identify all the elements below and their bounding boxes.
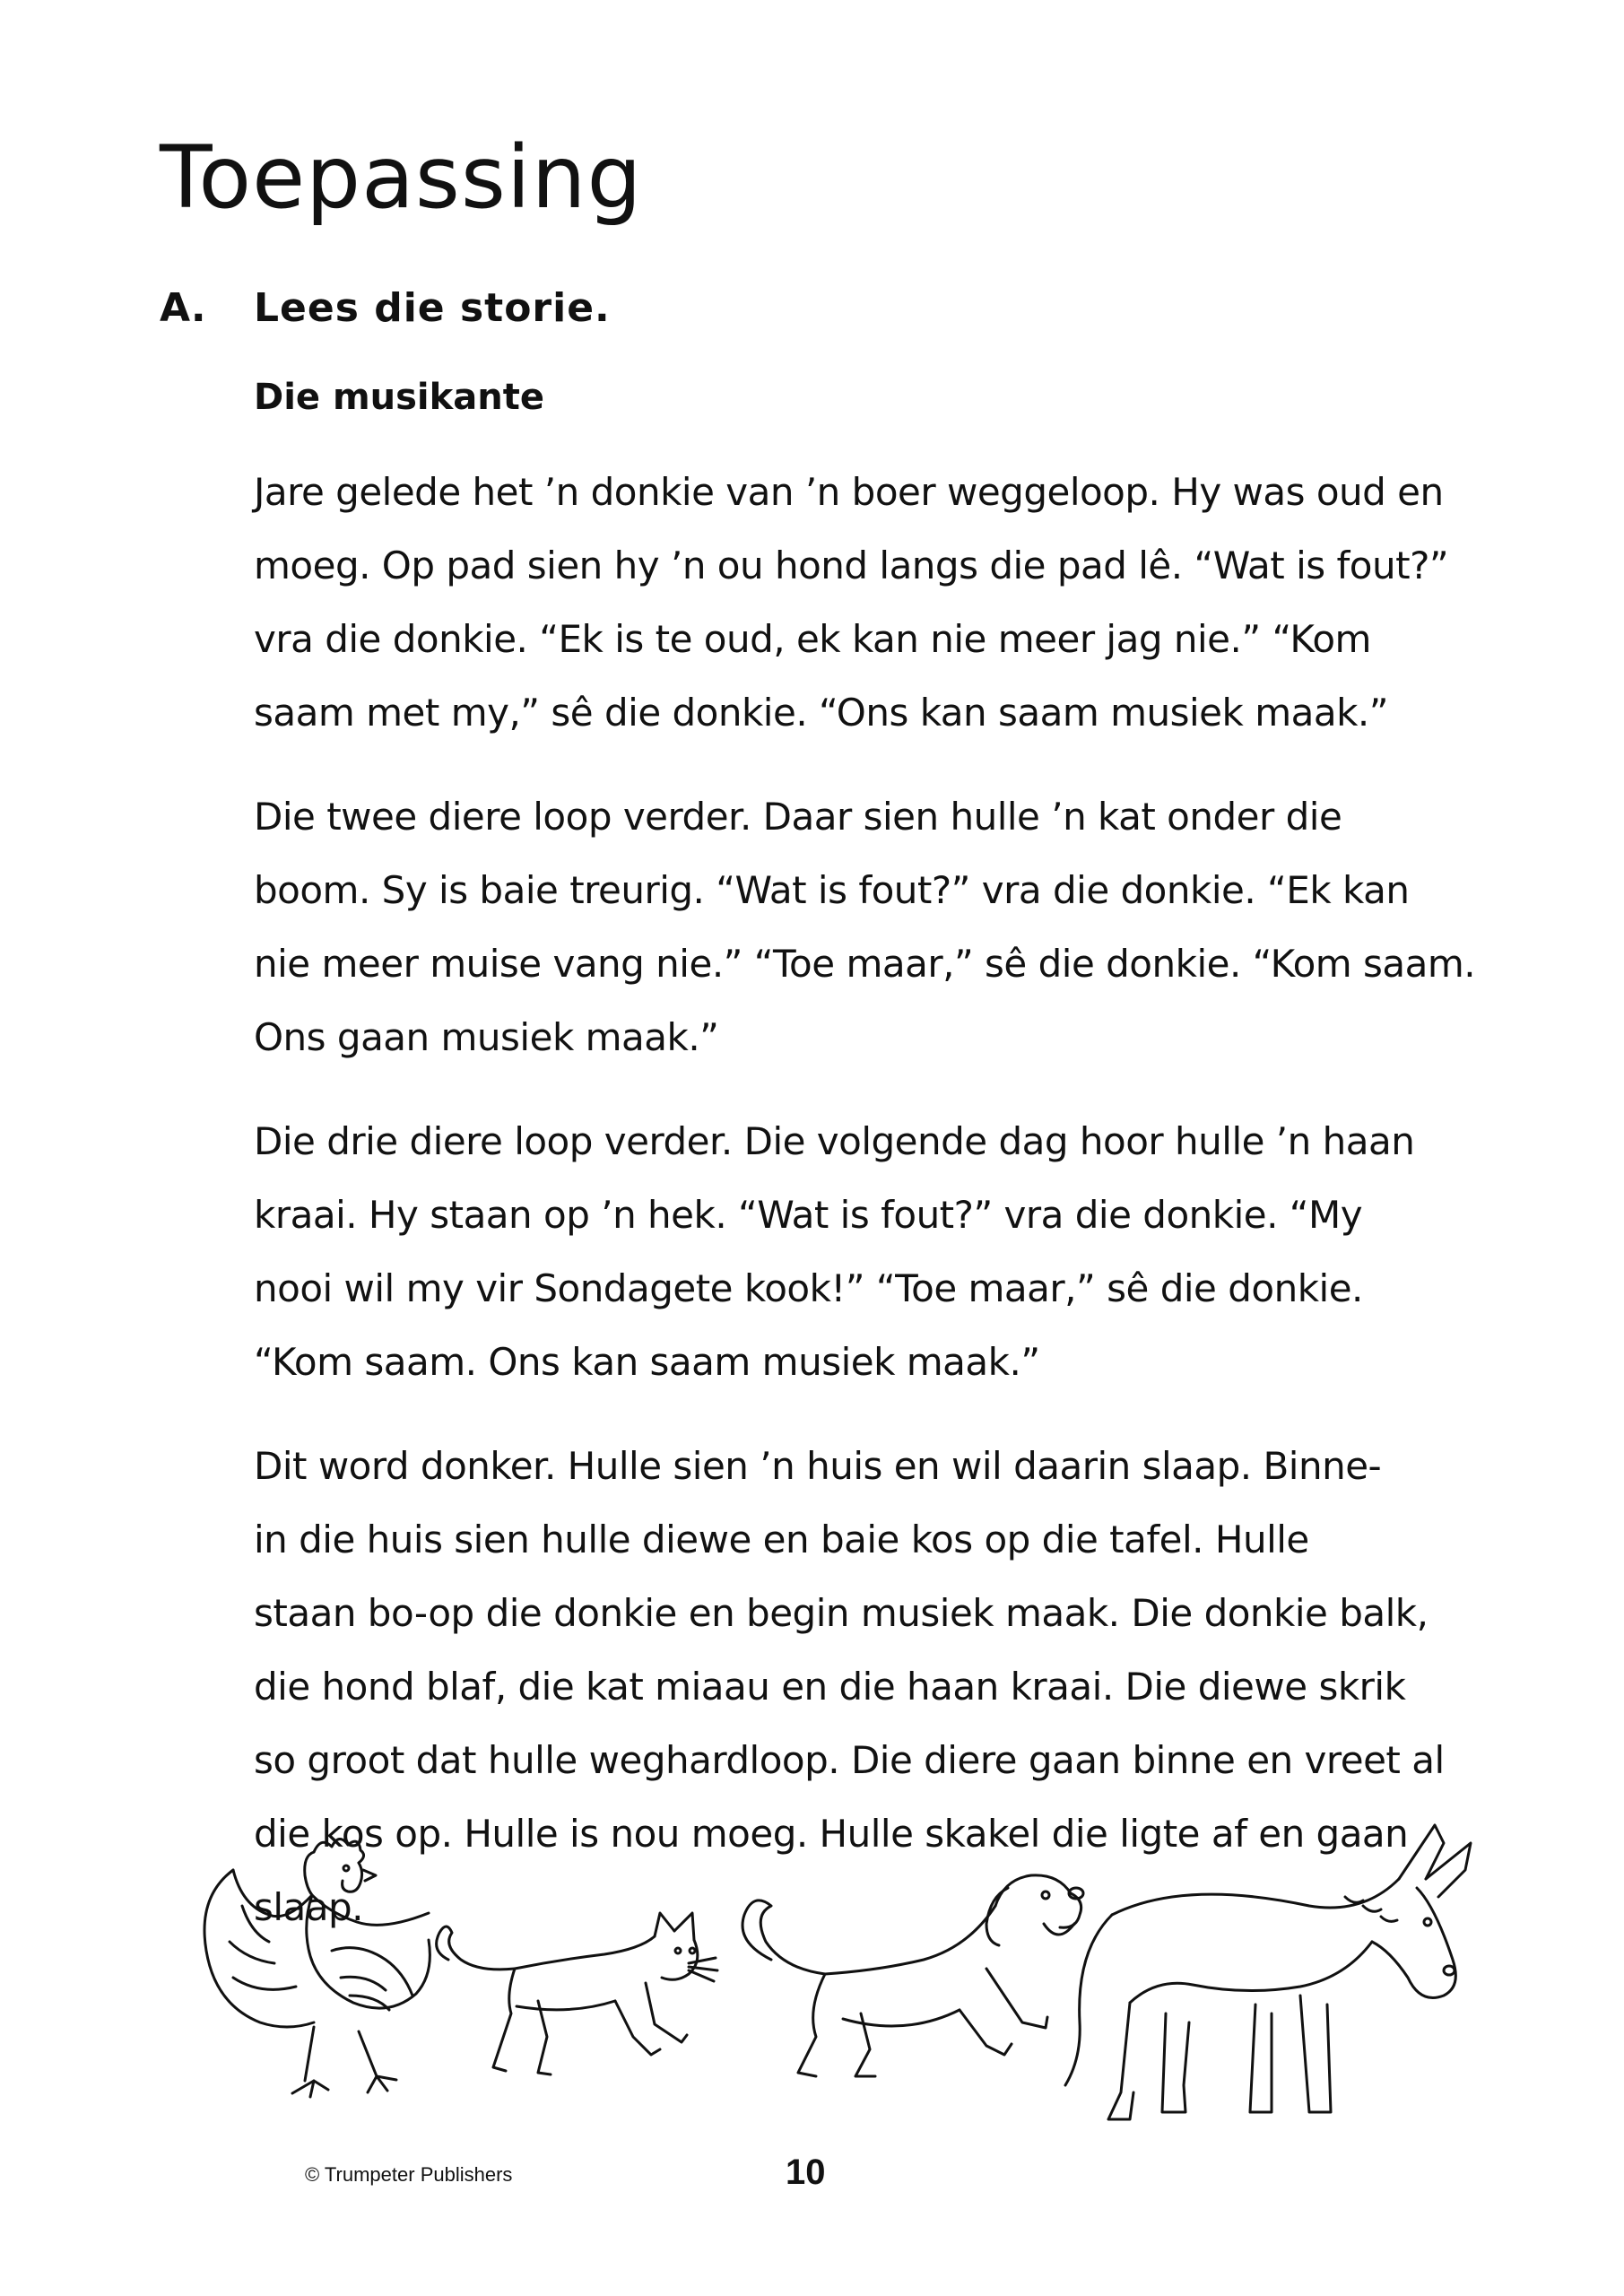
section-letter: A. (160, 285, 206, 331)
story-line: die kos op. Hulle is nou moeg. Hulle skakel die ligte af en gaan (254, 1812, 1409, 1856)
story-line: saam met my,” sê die donkie. “Ons kan saam musiek maak.” (254, 691, 1389, 735)
story-line: Ons gaan musiek maak.” (254, 1015, 719, 1059)
story-line: so groot dat hulle weghardloop. Die diere gaan binne en vreet al (254, 1738, 1445, 1782)
story-line: staan bo-op die donkie en begin musiek maak. Die donkie balk, (254, 1591, 1429, 1635)
section-instruction: Lees die storie. (254, 285, 611, 331)
dog-icon (743, 1875, 1083, 2076)
story-line: Die twee diere loop verder. Daar sien hulle ’n kat onder die (254, 795, 1342, 839)
page-number: 10 (786, 2152, 826, 2192)
story-line: moeg. Op pad sien hy ’n ou hond langs die pad lê. “Wat is fout?” (254, 544, 1449, 587)
cat-icon (437, 1913, 717, 2074)
story-title: Die musikante (254, 377, 544, 418)
story-paragraph (254, 1105, 1509, 1399)
story-line: die hond blaf, die kat miaau en die haan kraai. Die diewe skrik (254, 1665, 1406, 1709)
story-line: vra die donkie. “Ek is te oud, ek kan nie meer jag nie.” “Kom (254, 617, 1371, 661)
footer-copyright: © Trumpeter Publishers (305, 2163, 513, 2186)
story-line: “Kom saam. Ons kan saam musiek maak.” (254, 1340, 1040, 1384)
story-line: boom. Sy is baie treurig. “Wat is fout?” vra die donkie. “Ek kan (254, 868, 1410, 912)
story-line: kraai. Hy staan op ’n hek. “Wat is fout?” vra die donkie. “My (254, 1193, 1363, 1237)
story-line: nie meer muise vang nie.” “Toe maar,” sê die donkie. “Kom saam. (254, 942, 1476, 986)
story-line: nooi wil my vir Sondagete kook!” “Toe maar,” sê die donkie. (254, 1266, 1363, 1310)
story-paragraph (254, 456, 1509, 750)
page-title: Toepassing (160, 127, 643, 228)
animals-illustration (179, 1816, 1480, 2148)
story-paragraph (254, 780, 1509, 1074)
story-body (254, 456, 1509, 1975)
story-line: Jare gelede het ’n donkie van ’n boer weggeloop. Hy was oud en (254, 470, 1444, 514)
story-line: in die huis sien hulle diewe en baie kos op die tafel. Hulle (254, 1518, 1309, 1561)
story-line: Die drie diere loop verder. Die volgende dag hoor hulle ’n haan (254, 1119, 1415, 1163)
rooster-icon (204, 1839, 430, 2097)
story-line: Dit word donker. Hulle sien ’n huis en wil daarin slaap. Binne- (254, 1444, 1382, 1488)
donkey-icon (1065, 1825, 1471, 2119)
story-line: slaap. (254, 1885, 364, 1929)
